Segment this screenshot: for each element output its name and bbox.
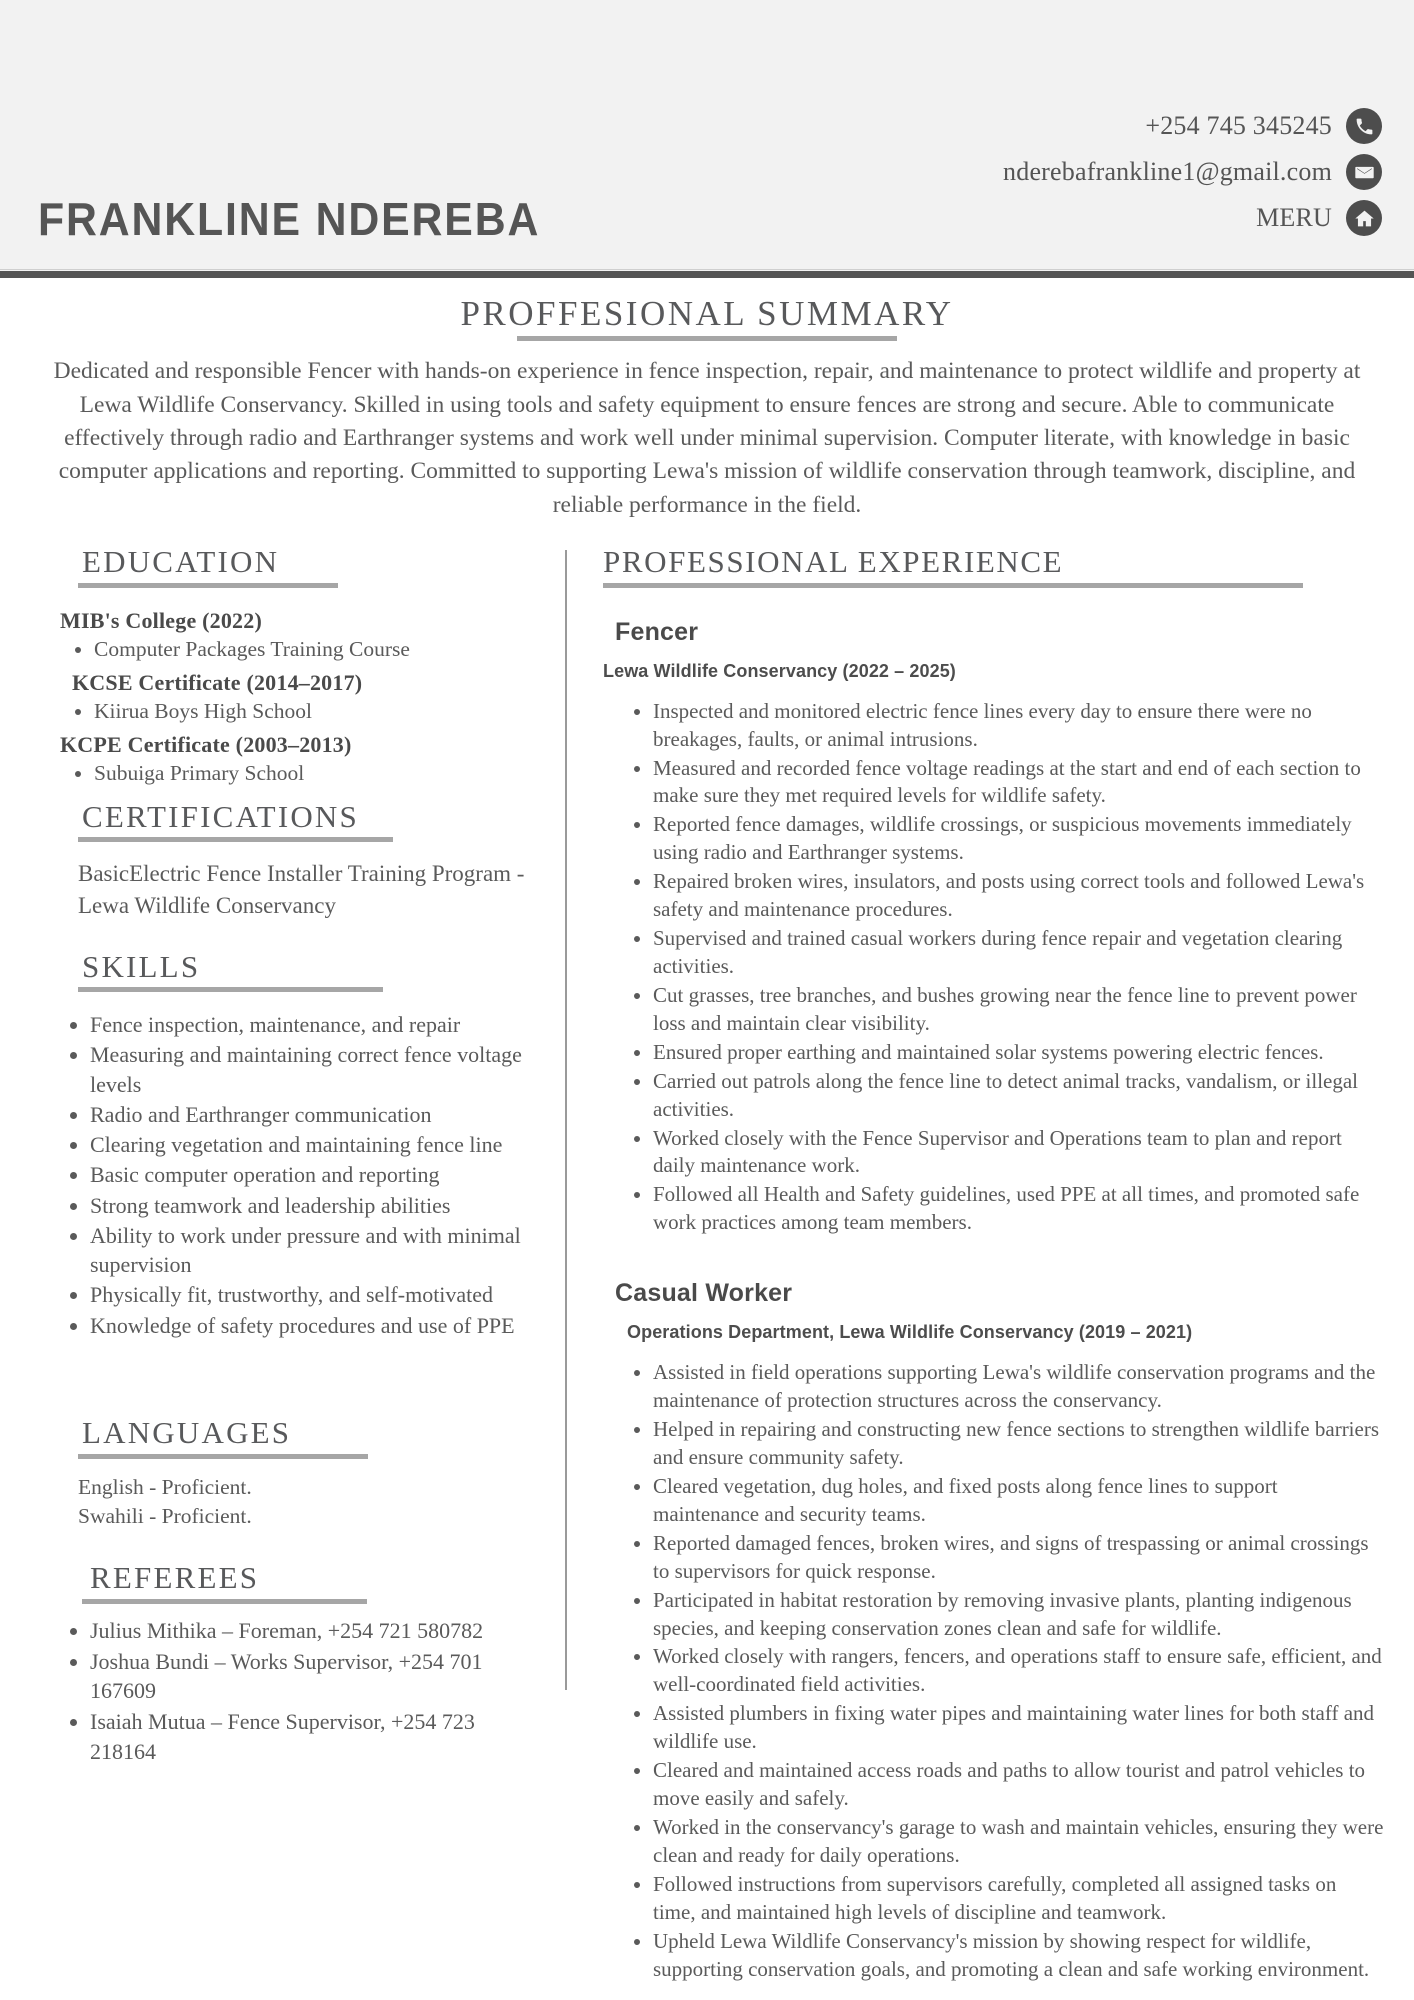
certification-text: BasicElectric Fence Installer Training Program - Lewa Wildlife Conservancy [78,861,525,919]
list-item: • Radio and Earthranger communication [90,1100,537,1129]
experience-title: PROFESSIONAL EXPERIENCE [603,544,1064,580]
professional-summary-section [0,278,1414,522]
list-item: • Strong teamwork and leadership abilities [90,1191,537,1220]
summary-title-underline [517,336,897,341]
list-item: • Supervised and trained casual workers during fence repair and vegetation clearing activities. [653,925,1384,981]
list-item: • Reported damaged fences, broken wires, and signs of trespassing or animal crossings to supervisors for quick response. [653,1530,1384,1586]
list-item: • Knowledge of safety procedures and use of PPE [90,1311,537,1340]
referees-title-underline [82,1599,367,1604]
education-title-underline [78,583,338,588]
list-item: • Ability to work under pressure and with minimal supervision [90,1221,537,1280]
list-item: • Fence inspection, maintenance, and repair [90,1010,537,1039]
list-item: • Julius Mithika – Foreman, +254 721 580782 [90,1616,537,1645]
referees-section [60,1560,537,1766]
experience-entry [603,618,1384,1238]
job-employer-dates: Operations Department, Lewa Wildlife Conservancy (2019 – 2021) [627,1322,1193,1343]
contact-row-location [1256,200,1382,236]
phone-icon [1346,108,1382,144]
list-item: • Worked in the conservancy's garage to wash and maintain vehicles, ensuring they were clean and ready for daily operations. [653,1814,1384,1870]
list-item: • Cleared vegetation, dug holes, and fixed posts along fence lines to support maintenance and security teams. [653,1473,1384,1529]
list-item: • Computer Packages Training Course [94,636,537,664]
list-item: • Assisted plumbers in fixing water pipes and maintaining water lines for both staff and wildlife use. [653,1700,1384,1756]
list-item: • Clearing vegetation and maintaining fence line [90,1130,537,1159]
list-item: • Subuiga Primary School [94,760,537,788]
list-item: • Followed all Health and Safety guidelines, used PPE at all times, and promoted safe work practices among team members. [653,1181,1384,1237]
list-item: • Isaiah Mutua – Fence Supervisor, +254 723 218164 [90,1707,537,1766]
location-text: MERU [1256,203,1332,232]
right-column [567,544,1414,1984]
contact-row-email [1003,154,1382,190]
list-item: • Measured and recorded fence voltage readings at the start and end of each section to make sure they met required levels for wildlife safety. [653,755,1384,811]
job-role: Casual Worker [615,1279,793,1308]
education-school: MIB's College (2022) [60,607,262,633]
skills-list [60,1010,537,1340]
job-duty-list [603,1359,1384,1983]
experience-title-underline [603,583,1303,588]
languages-title: LANGUAGES [82,1414,292,1450]
summary-title: PROFFESIONAL SUMMARY [460,294,954,333]
list-item: • Followed instructions from supervisors carefully, completed all assigned tasks on time, and maintained high levels of discipline and teamwork. [653,1871,1384,1927]
education-item-list [60,636,537,664]
header-divider-thin [0,269,1414,270]
experience-entry [603,1279,1384,1983]
experience-section [603,544,1384,1983]
list-item: • Upheld Lewa Wildlife Conservancy's mission by showing respect for wildlife, supporting conservation goals, and promoting a clean and safe working environment. [653,1928,1384,1984]
list-item: • Kiirua Boys High School [94,698,537,726]
education-school: KCSE Certificate (2014–2017) [72,669,363,695]
phone-number: +254 745 345245 [1145,111,1332,140]
referees-title: REFEREES [90,1559,260,1595]
contact-list [1003,108,1382,236]
list-item: • Inspected and monitored electric fence lines every day to ensure there were no breakages, faults, or animal intrusions. [653,698,1384,754]
job-role: Fencer [615,617,699,646]
list-item: • Cleared and maintained access roads and paths to allow tourist and patrol vehicles to move easily and safely. [653,1757,1384,1813]
list-item: • Worked closely with rangers, fencers, and operations staff to ensure safe, efficient, and well-coordinated field activities. [653,1643,1384,1699]
certifications-title-underline [78,837,393,842]
list-item: • Participated in habitat restoration by removing invasive plants, planting indigenous species, and keeping conservation zones clean and safe for wildlife. [653,1587,1384,1643]
list-item: • Worked closely with the Fence Supervisor and Operations team to plan and report daily maintenance work. [653,1125,1384,1181]
education-school: KCPE Certificate (2003–2013) [60,731,352,757]
skills-title: SKILLS [82,948,201,984]
list-item: • Carried out patrols along the fence line to detect animal tracks, vandalism, or illegal activities. [653,1068,1384,1124]
languages-title-underline [78,1454,368,1459]
certifications-title: CERTIFICATIONS [82,798,359,834]
list-item: • Repaired broken wires, insulators, and posts using correct tools and followed Lewa's safety and maintenance procedures. [653,868,1384,924]
page-title: FRANKLINE NDEREBA [38,193,541,245]
job-employer-dates: Lewa Wildlife Conservancy (2022 – 2025) [603,660,956,681]
job-duty-list [603,698,1384,1238]
education-item-list [60,760,537,788]
email-icon [1346,154,1382,190]
languages-list [60,1473,537,1532]
list-item: • Basic computer operation and reporting [90,1160,537,1189]
languages-section [60,1415,537,1532]
referees-list [60,1616,537,1766]
certifications-section [60,799,537,923]
list-item: • Ensured proper earthing and maintained solar systems powering electric fences. [653,1039,1384,1067]
list-item: • Helped in repairing and constructing new fence sections to strengthen wildlife barriers and ensure community safety. [653,1416,1384,1472]
list-item: • Measuring and maintaining correct fence voltage levels [90,1040,537,1099]
left-column [0,544,565,1984]
education-title: EDUCATION [82,544,280,580]
education-section [60,544,537,787]
header-divider-bold [0,271,1414,278]
email-address: nderebafrankline1@gmail.com [1003,157,1332,186]
list-item: • Physically fit, trustworthy, and self-motivated [90,1280,537,1309]
list-item: • Cut grasses, tree branches, and bushes growing near the fence line to prevent power loss and maintain clear visibility. [653,982,1384,1038]
language-item: English - Proficient. [78,1474,252,1499]
resume-body [0,544,1414,1984]
list-item: • Assisted in field operations supporting Lewa's wildlife conservation programs and the maintenance of protection structures across the conservancy. [653,1359,1384,1415]
home-icon [1346,200,1382,236]
skills-section [60,949,537,1340]
list-item: • Reported fence damages, wildlife crossings, or suspicious movements immediately using radio and Earthranger systems. [653,811,1384,867]
language-item: Swahili - Proficient. [78,1504,252,1529]
contact-row-phone [1145,108,1382,144]
education-item-list [60,698,537,726]
list-item: • Joshua Bundi – Works Supervisor, +254 701 167609 [90,1647,537,1706]
skills-title-underline [78,987,383,992]
resume-header [0,0,1414,278]
summary-text: Dedicated and responsible Fencer with hands-on experience in fence inspection, repair, and maintenance to protect wildlife and property at Lewa Wildlife Conservancy. Skilled in using tools and safety equipment to ensure fences are strong and secure. Able to communicate effectively through radio and Earthranger systems and work well under minimal supervision. Computer literate, with knowledge in basic computer applications and reporting. Committed to supporting Lewa's mission of wildlife conservation through teamwork, discipline, and reliable performance in the field. [53,358,1361,518]
